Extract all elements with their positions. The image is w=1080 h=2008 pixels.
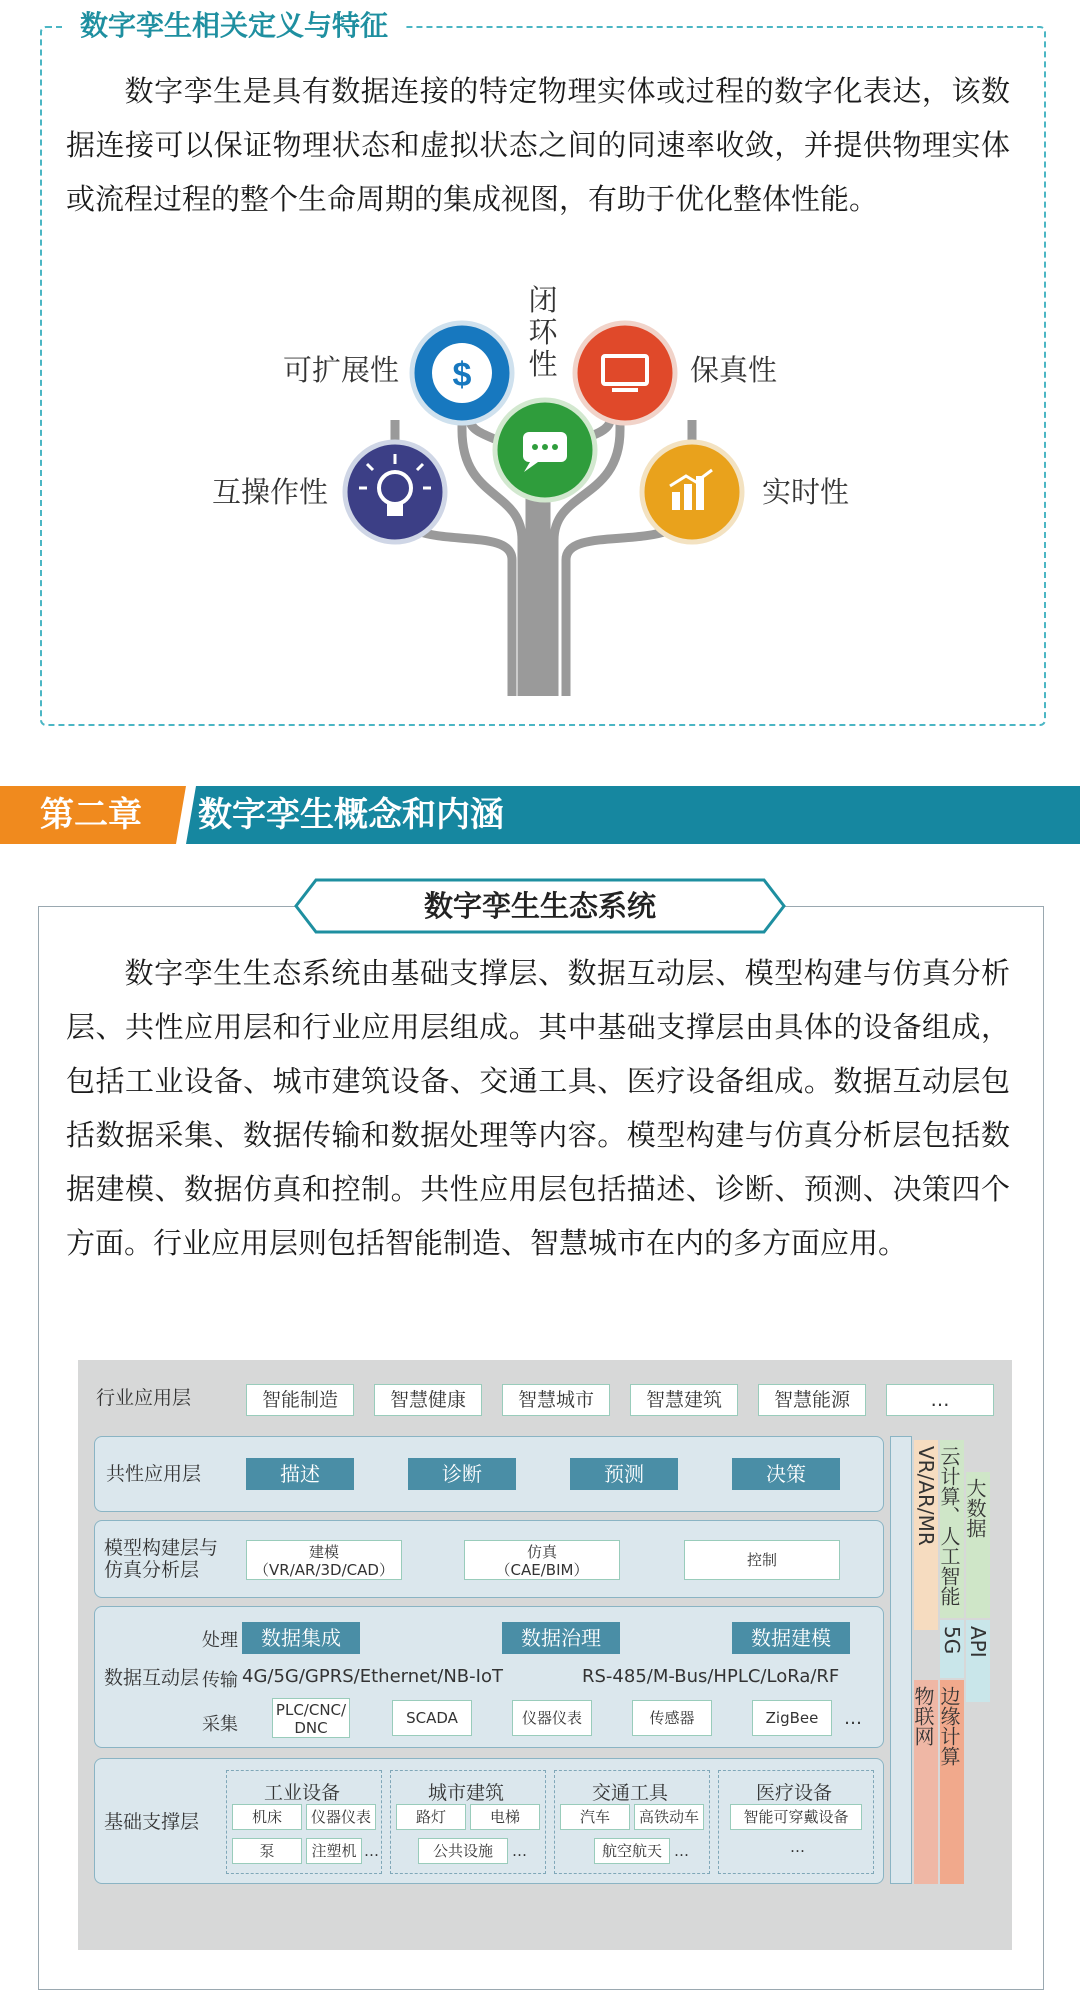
collect-label: 采集: [202, 1714, 238, 1735]
process-label: 处理: [202, 1630, 238, 1651]
base-item: 航空航天: [594, 1838, 670, 1864]
model-layer-label-1: 模型构建层与: [104, 1537, 219, 1559]
common-item: 诊断: [408, 1458, 516, 1490]
common-layer-label: 共性应用层: [106, 1463, 202, 1485]
base-group-title: 城市建筑: [428, 1782, 505, 1804]
feature-fidelity: 保真性: [690, 353, 778, 387]
side-column-frame: [890, 1436, 912, 1884]
collect-item: SCADA: [392, 1700, 472, 1736]
base-item: 注塑机: [306, 1838, 362, 1864]
bulb-icon: [345, 442, 445, 542]
plc-box: [272, 1698, 350, 1738]
modeling-box: [246, 1540, 402, 1580]
definition-text: 数字孪生是具有数据连接的特定物理实体或过程的数字化表达，该数据连接可以保证物理状态和虚拟状态之间的同速率收敛，并提供物理实体或流程过程的整个生命周期的集成视图，有助于优化整体性能。: [66, 74, 1010, 216]
process-item: 数据集成: [242, 1622, 360, 1654]
base-item: 仪器仪表: [306, 1804, 376, 1830]
base-group-title: 交通工具: [592, 1782, 669, 1804]
base-item: 公共设施: [418, 1838, 508, 1864]
side-vr: VR/AR/MR: [914, 1440, 938, 1630]
industry-item: 智能制造: [246, 1384, 354, 1416]
industry-item-more: …: [886, 1384, 994, 1416]
base-group-more: …: [790, 1838, 805, 1856]
plc-line-1: PLC/CNC/: [275, 1701, 347, 1719]
ecosystem-diagram: [78, 1360, 1012, 1950]
ecosystem-text: 数字孪生生态系统由基础支撑层、数据互动层、模型构建与仿真分析层、共性应用层和行业应用层组成。其中基础支撑层由具体的设备组成，包括工业设备、城市建筑设备、交通工具、医疗设备组成。数据互动层包括数据采集、数据传输和数据处理等内容。模型构建与仿真分析层包括数据建模、数据仿真和控制。共性应用层包括描述、诊断、预测、决策四个方面。行业应用层则包括智能制造、智慧城市在内的多方面应用。: [66, 956, 1010, 1260]
process-item: 数据建模: [732, 1622, 850, 1654]
simulation-label: 仿真: [526, 1543, 557, 1561]
base-item: 高铁动车: [634, 1804, 704, 1830]
ecosystem-title: 数字孪生生态系统: [423, 889, 656, 923]
side-iot: 物联网: [914, 1680, 938, 1884]
plc-line-2: DNC: [294, 1719, 328, 1737]
side-api: API: [966, 1620, 990, 1702]
ecosystem-paragraph: [66, 946, 1010, 1270]
base-item: 路灯: [396, 1804, 466, 1830]
transfer-label: 传输: [202, 1670, 238, 1691]
industry-item: 智慧城市: [502, 1384, 610, 1416]
side-edge: 边缘计算: [940, 1680, 964, 1884]
chapter-title: 数字孪生概念和内涵: [198, 795, 504, 835]
simulation-box: [464, 1540, 620, 1580]
base-group-title: 工业设备: [264, 1782, 341, 1804]
bar-chart-icon: [642, 442, 742, 542]
process-item: 数据治理: [502, 1622, 620, 1654]
transfer-protocols-b: RS-485/M-Bus/HPLC/LoRa/RF: [582, 1666, 840, 1687]
feature-closed-loop: 闭环性: [528, 283, 558, 381]
common-item: 预测: [570, 1458, 678, 1490]
section-title: 数字孪生相关定义与特征: [64, 6, 404, 46]
chapter-banner: [0, 786, 1080, 844]
monitor-icon: [575, 323, 675, 423]
base-group-title: 医疗设备: [756, 1782, 833, 1804]
base-group-more: …: [364, 1842, 379, 1860]
feature-realtime: 实时性: [762, 475, 850, 509]
industry-item: 智慧能源: [758, 1384, 866, 1416]
base-item: 机床: [232, 1804, 302, 1830]
feature-scalability: 可扩展性: [283, 353, 400, 387]
svg-text:$: $: [452, 356, 472, 394]
control-box: 控制: [684, 1540, 840, 1580]
industry-layer-label: 行业应用层: [96, 1387, 192, 1409]
modeling-sub: （VR/AR/3D/CAD）: [254, 1561, 394, 1579]
collect-item: 传感器: [632, 1700, 712, 1736]
base-item: 汽车: [560, 1804, 630, 1830]
base-group-more: …: [512, 1842, 527, 1860]
chat-bubble-icon: [495, 400, 595, 500]
collect-item: 仪器仪表: [512, 1700, 592, 1736]
common-item: 决策: [732, 1458, 840, 1490]
common-item: 描述: [246, 1458, 354, 1490]
feature-interoperability: 互操作性: [212, 475, 329, 509]
collect-item: ZigBee: [752, 1700, 832, 1736]
base-item: 电梯: [470, 1804, 540, 1830]
transfer-protocols-a: 4G/5G/GPRS/Ethernet/NB-IoT: [242, 1666, 503, 1687]
side-5g: 5G: [940, 1620, 964, 1678]
base-group-more: …: [674, 1842, 689, 1860]
modeling-label: 建模: [308, 1543, 339, 1561]
industry-item: 智慧健康: [374, 1384, 482, 1416]
simulation-sub: （CAE/BIM）: [495, 1561, 589, 1579]
chapter-number: 第二章: [40, 795, 142, 835]
base-layer-label: 基础支撑层: [104, 1811, 200, 1833]
side-bigdata: 大数据: [966, 1472, 990, 1618]
collect-more: …: [844, 1708, 862, 1729]
base-item: 智能可穿戴设备: [730, 1804, 862, 1830]
data-layer-label: 数据互动层: [104, 1667, 200, 1689]
model-layer-label-2: 仿真分析层: [104, 1559, 200, 1581]
side-cloud-ai: 云计算、人工智能: [940, 1440, 964, 1618]
industry-item: 智慧建筑: [630, 1384, 738, 1416]
dollar-icon: [412, 323, 512, 423]
base-item: 泵: [232, 1838, 302, 1864]
